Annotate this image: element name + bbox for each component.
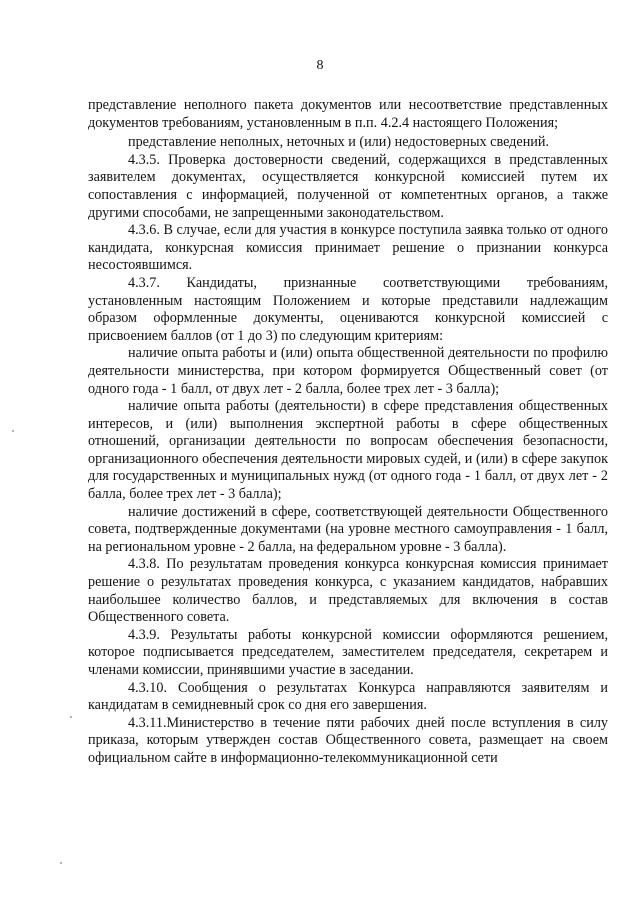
paragraph-4-3-8: 4.3.8. По результатам проведения конкурса конкурсная комиссия принимает решение о результатах проведения конкурса, с указанием кандидатов, набравших наибольшее количество баллов, и представляемых для включения в состав Общественного совета. bbox=[88, 556, 608, 626]
criterion-public-interest: наличие опыта работы (деятельности) в сфере представления общественных интересов, и (или) выполнения экспертной работы в сфере общественных отношений, организации деятельности по вопросам обеспечения безопасности, организационного обеспечения деятельности мировых судей, и (или) в сфере закупок для государственных и муниципальных нужд (от одного года - 1 балл, от двух лет - 2 балла, более трех лет - 3 балла); bbox=[88, 398, 608, 503]
criterion-experience: наличие опыта работы и (или) опыта общественной деятельности по профилю деятельности министерства, при котором формируется Общественный совет (от одного года - 1 балл, от двух лет - 2 балла, более трех лет - 3 балла); bbox=[88, 345, 608, 397]
paragraph-4-3-7: 4.3.7. Кандидаты, признанные соответствующими требованиям, установленным настоящим Положением и которые представили надлежащим образом оформленные документы, оцениваются конкурсной комиссией с присвоением баллов (от 1 до 3) по следующим критериям: bbox=[88, 274, 608, 344]
page-number: 8 bbox=[316, 58, 324, 73]
criterion-achievements: наличие достижений в сфере, соответствующей деятельности Общественного совета, подтвержденные документами (на уровне местного самоуправления - 1 балл, на региональном уровне - 2 балла, на федеральном уровне - 3 балла). bbox=[88, 503, 608, 555]
paragraph-4-3-11: 4.3.11.Министерство в течение пяти рабочих дней после вступления в силу приказа, которым утвержден состав Общественного совета, размещает на своем официальном сайте в информационно-телекоммуникационной сети bbox=[88, 714, 608, 766]
document-body bbox=[88, 97, 608, 768]
scan-speck bbox=[12, 430, 14, 432]
paragraph: представление неполных, неточных и (или) недостоверных сведений. bbox=[128, 134, 550, 151]
paragraph-4-3-9: 4.3.9. Результаты работы конкурсной комиссии оформляются решением, которое подписывается председателем, заместителем председателя, секретарем и членами комиссии, принявшими участие в заседании. bbox=[88, 626, 608, 678]
paragraph-4-3-10: 4.3.10. Сообщения о результатах Конкурса направляются заявителям и кандидатам в семидневный срок со дня его завершения. bbox=[88, 679, 608, 714]
scan-speck bbox=[70, 716, 72, 718]
paragraph-4-3-5: 4.3.5. Проверка достоверности сведений, содержащихся в представленных заявителем документах, осуществляется конкурсной комиссией путем их сопоставления с информацией, полученной от компетентных органов, а также другими способами, не запрещенными законодательством. bbox=[88, 151, 608, 221]
paragraph-continuation: представление неполного пакета документов или несоответствие представленных документов требованиям, установленным в п.п. 4.2.4 настоящего Положения; bbox=[88, 97, 608, 131]
scan-speck bbox=[60, 862, 62, 864]
paragraph-4-3-6: 4.3.6. В случае, если для участия в конкурсе поступила заявка только от одного кандидата, конкурсная комиссия принимает решение о признании конкурса несостоявшимся. bbox=[88, 222, 608, 274]
